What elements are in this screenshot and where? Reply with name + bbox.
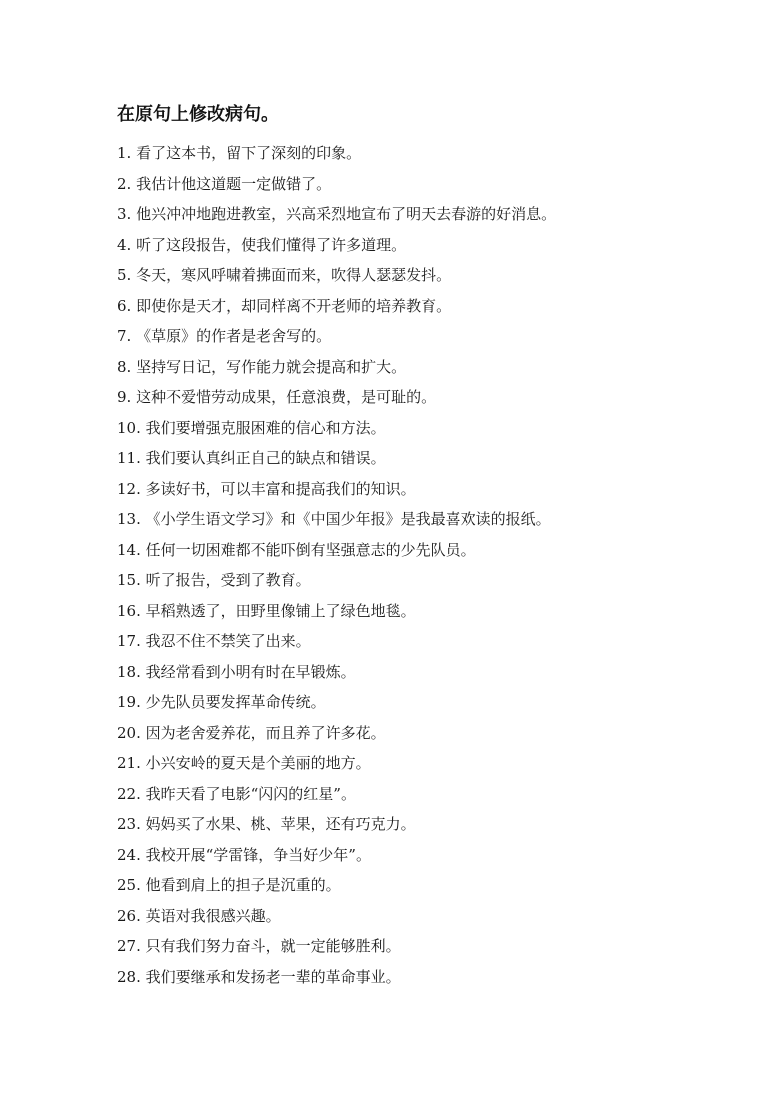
list-item: 17. 我忍不住不禁笑了出来。 [117,632,311,650]
list-item: 10. 我们要增强克服困难的信心和方法。 [117,418,386,437]
list-item: 15. 听了报告，受到了教育。 [117,571,311,589]
list-item: 13. 《小学生语文学习》和《中国少年报》是我最喜欢读的报纸。 [117,510,551,528]
list-item: 16. 早稻熟透了，田野里像铺上了绿色地毯。 [117,601,416,620]
page-title: 在原句上修改病句。 [117,104,279,125]
list-item: 22. 我昨天看了电影“闪闪的红星”。 [117,784,356,803]
list-item: 28. 我们要继承和发扬老一辈的革命事业。 [117,967,401,986]
list-item: 2. 我估计他这道题一定做错了。 [117,174,332,193]
list-item: 4. 听了这段报告，使我们懂得了许多道理。 [117,235,407,254]
list-item: 12. 多读好书，可以丰富和提高我们的知识。 [117,479,416,498]
list-item: 26. 英语对我很感兴趣。 [117,906,281,925]
list-item: 5. 冬天，寒风呼啸着拂面而来，吹得人瑟瑟发抖。 [117,266,452,284]
list-item: 27. 只有我们努力奋斗，就一定能够胜利。 [117,937,401,955]
list-item: 18. 我经常看到小明有时在早锻炼。 [117,662,356,681]
list-item: 25. 他看到肩上的担子是沉重的。 [117,876,341,894]
list-item: 21. 小兴安岭的夏天是个美丽的地方。 [117,754,371,772]
list-item: 8. 坚持写日记，写作能力就会提高和扩大。 [117,357,407,376]
list-item: 9. 这种不爱惜劳动成果，任意浪费，是可耻的。 [117,388,437,406]
list-item: 24. 我校开展“学雷锋，争当好少年”。 [117,845,371,864]
list-item: 11. 我们要认真纠正自己的缺点和错误。 [117,449,386,467]
list-item: 23. 妈妈买了水果、桃、苹果，还有巧克力。 [117,815,416,833]
list-item: 14. 任何一切困难都不能吓倒有坚强意志的少先队员。 [117,540,476,559]
list-item: 19. 少先队员要发挥革命传统。 [117,693,326,711]
sentence-list [117,140,737,994]
list-item: 7. 《草原》的作者是老舍写的。 [117,327,332,345]
list-item: 3. 他兴冲冲地跑进教室，兴高采烈地宣布了明天去春游的好消息。 [117,205,557,223]
list-item: 20. 因为老舍爱养花，而且养了许多花。 [117,723,386,742]
list-item: 6. 即使你是天才，却同样离不开老师的培养教育。 [117,296,452,315]
list-item: 1. 看了这本书，留下了深刻的印象。 [117,144,362,162]
